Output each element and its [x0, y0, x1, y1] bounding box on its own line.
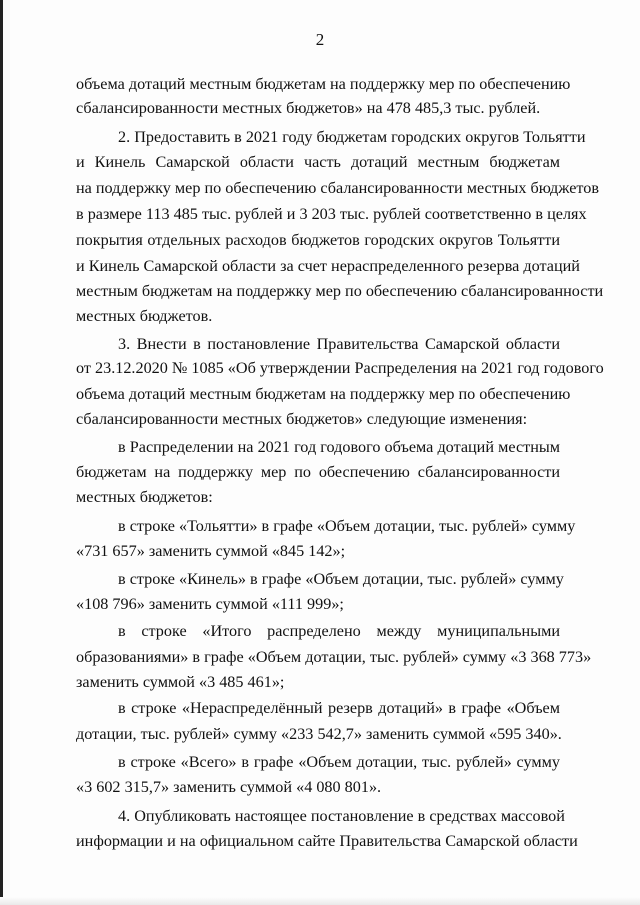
- text-line: объема дотаций местным бюджетам на поддержку мер по обеспечению: [76, 75, 571, 93]
- paragraph-start-line: 3. Внести в постановление Правительства Самарской области: [118, 335, 560, 353]
- page-number: 2: [315, 30, 325, 49]
- text-line: образованиями» в графе «Объем дотации, тыс. рублей» сумму «3 368 773»: [76, 648, 592, 666]
- text-line: заменить суммой «3 485 461»;: [76, 673, 285, 691]
- text-line: «108 796» заменить суммой «111 999»;: [76, 595, 344, 613]
- paragraph-start-line: 4. Опубликовать настоящее постановление в средствах массовой: [118, 807, 565, 825]
- text-line: на поддержку мер по обеспечению сбалансированности местных бюджетов: [76, 179, 599, 197]
- text-line: местных бюджетов:: [76, 488, 213, 506]
- text-line: и Кинель Самарской области за счет нераспределенного резерва дотаций: [76, 257, 580, 275]
- scan-left-edge: [0, 0, 3, 905]
- text-line: дотации, тыс. рублей» сумму «233 542,7» заменить суммой «595 340».: [76, 725, 562, 743]
- text-line: местным бюджетам на поддержку мер по обеспечению сбалансированности: [76, 282, 604, 300]
- text-line: сбалансированности местных бюджетов» следующие изменения:: [76, 410, 528, 428]
- text-line: «731 657» заменить суммой «845 142»;: [76, 542, 346, 560]
- paragraph-start-line: в строке «Нераспределённый резерв дотаций» в графе «Объем: [118, 699, 560, 717]
- text-line: «3 602 315,7» заменить суммой «4 080 801».: [76, 778, 382, 796]
- paragraph-start-line: в строке «Тольятти» в графе «Объем дотации, тыс. рублей» сумму: [118, 517, 576, 535]
- text-line: бюджетам на поддержку мер по обеспечению сбалансированности: [76, 463, 560, 481]
- text-line: в размере 113 485 тыс. рублей и 3 203 тыс. рублей соответственно в целях: [76, 205, 587, 223]
- paragraph-start-line: в строке «Итого распределено между муниципальными: [118, 622, 560, 640]
- text-line: покрытия отдельных расходов бюджетов городских округов Тольятти: [76, 231, 560, 249]
- paragraph-start-line: в строке «Кинель» в графе «Объем дотации, тыс. рублей» сумму: [118, 570, 564, 588]
- text-line: и Кинель Самарской области часть дотаций местным бюджетам: [76, 153, 560, 171]
- paragraph-start-line: в строке «Всего» в графе «Объем дотации, тыс. рублей» сумму: [118, 753, 560, 771]
- text-line: объема дотаций местным бюджетам на поддержку мер по обеспечению: [76, 385, 571, 403]
- paragraph-start-line: в Распределении на 2021 год годового объема дотаций местным: [118, 438, 560, 456]
- text-line: информации и на официальном сайте Правительства Самарской области: [76, 832, 578, 850]
- text-line: местных бюджетов.: [76, 307, 213, 325]
- text-line: сбалансированности местных бюджетов» на 478 485,3 тыс. рублей.: [76, 99, 541, 117]
- scan-bottom-edge: [0, 897, 640, 905]
- paragraph-start-line: 2. Предоставить в 2021 году бюджетам городских округов Тольятти: [118, 128, 586, 146]
- text-line: от 23.12.2020 № 1085 «Об утверждении Распределения на 2021 год годового: [76, 359, 604, 377]
